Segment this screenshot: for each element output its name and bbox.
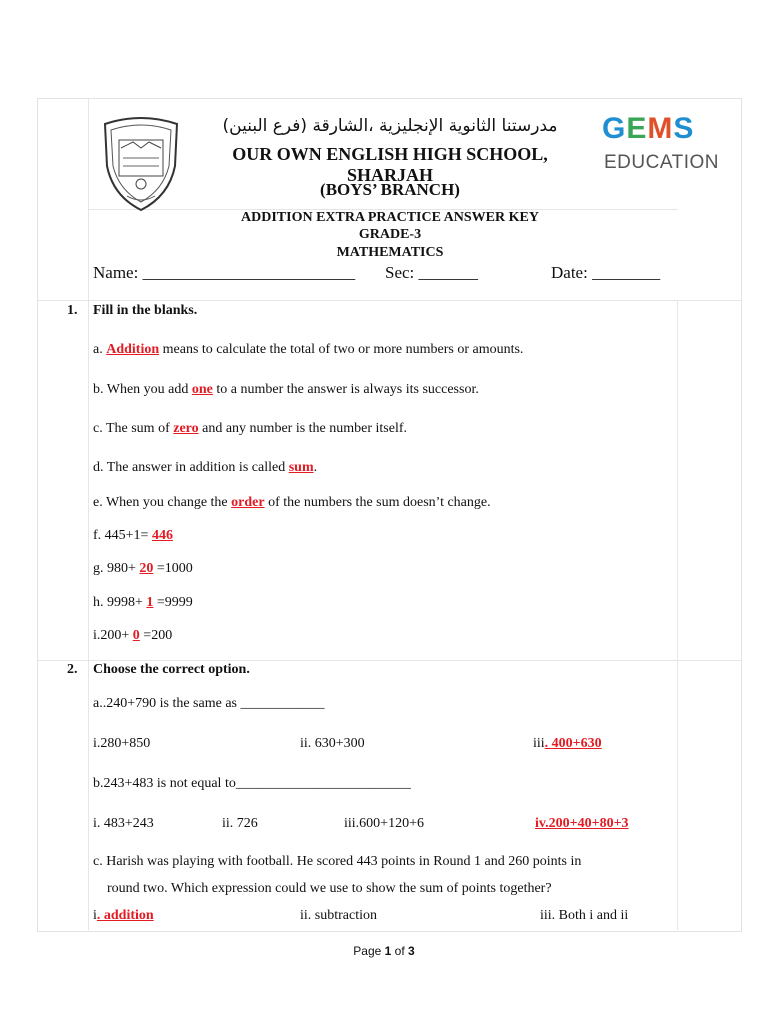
blank-item-h: h. 9998+ 1 =9999 bbox=[93, 595, 193, 610]
answer-text: . 400+630 bbox=[544, 736, 602, 751]
table-divider bbox=[88, 98, 89, 930]
answer-text: sum bbox=[288, 460, 314, 475]
table-divider bbox=[677, 300, 678, 930]
page-number: Page 1 of 3 bbox=[353, 944, 415, 958]
blank-item-d: d. The answer in addition is called sum. bbox=[93, 460, 318, 475]
gems-logo-word: GEMS bbox=[602, 112, 695, 145]
mcq-option-correct: iii. 400+630 bbox=[533, 736, 602, 751]
answer-text: 446 bbox=[151, 528, 173, 543]
blank-item-b: b. When you add one to a number the answer is always its successor. bbox=[93, 382, 479, 397]
name-field[interactable]: Name: _________________________ bbox=[93, 263, 356, 282]
answer-text: 20 bbox=[139, 561, 154, 576]
table-divider bbox=[37, 300, 741, 301]
school-crest-icon bbox=[97, 114, 185, 214]
grade-label: GRADE-3 bbox=[358, 227, 422, 242]
mcq-question-a: a..240+790 is the same as ____________ bbox=[93, 696, 325, 711]
blank-item-c: c. The sum of zero and any number is the number itself. bbox=[93, 421, 408, 436]
mcq-question-c: c. Harish was playing with football. He scored 443 points in Round 1 and 260 points in bbox=[93, 854, 582, 869]
school-name: OUR OWN ENGLISH HIGH SCHOOL, SHARJAH bbox=[232, 144, 548, 185]
mcq-question-c-continued: round two. Which expression could we use to show the sum of points together? bbox=[107, 881, 552, 896]
question-number: 2. bbox=[67, 662, 78, 677]
mcq-option: i. 483+243 bbox=[93, 816, 154, 831]
answer-text: one bbox=[191, 382, 213, 397]
gems-logo-education-text: EDUCATION bbox=[604, 152, 719, 173]
mcq-option-correct: i. addition bbox=[93, 908, 154, 923]
mcq-question-b: b.243+483 is not equal to_________________________ bbox=[93, 776, 411, 791]
question-heading: Choose the correct option. bbox=[93, 662, 250, 677]
mcq-option: ii. 630+300 bbox=[300, 736, 365, 751]
mcq-option: iii.600+120+6 bbox=[344, 816, 424, 831]
answer-text: order bbox=[231, 495, 265, 510]
blank-item-g: g. 980+ 20 =1000 bbox=[93, 561, 193, 576]
question-number: 1. bbox=[67, 303, 78, 318]
answer-text: . addition bbox=[96, 908, 154, 923]
branch-name: (BOYS’ BRANCH) bbox=[320, 180, 460, 199]
worksheet-title: ADDITION EXTRA PRACTICE ANSWER KEY bbox=[241, 210, 539, 225]
question-heading: Fill in the blanks. bbox=[93, 303, 198, 318]
mcq-option: ii. 726 bbox=[222, 816, 258, 831]
answer-text: iv.200+40+80+3 bbox=[535, 816, 629, 831]
school-name-arabic: مدرستنا الثانوية الإنجليزية ،الشارقة (فرع البنين) bbox=[222, 116, 558, 136]
date-field[interactable]: Date: ________ bbox=[551, 263, 661, 282]
subject-label: MATHEMATICS bbox=[336, 245, 444, 260]
blank-item-f: f. 445+1= 446 bbox=[93, 528, 173, 543]
blank-item-i: i.200+ 0 =200 bbox=[93, 628, 173, 643]
blank-item-a: a. Addition means to calculate the total of two or more numbers or amounts. bbox=[93, 342, 524, 357]
answer-text: 0 bbox=[132, 628, 140, 643]
blank-item-e: e. When you change the order of the numbers the sum doesn’t change. bbox=[93, 495, 491, 510]
mcq-option: iii. Both i and ii bbox=[540, 908, 629, 923]
mcq-option-correct bbox=[535, 816, 629, 832]
answer-text: 1 bbox=[146, 595, 154, 610]
mcq-option: ii. subtraction bbox=[300, 908, 377, 923]
mcq-option: i.280+850 bbox=[93, 736, 151, 751]
table-divider bbox=[37, 660, 741, 661]
answer-text: zero bbox=[173, 421, 199, 436]
gems-education-logo bbox=[602, 112, 719, 182]
section-field[interactable]: Sec: _______ bbox=[385, 263, 479, 282]
answer-text: Addition bbox=[106, 342, 160, 357]
